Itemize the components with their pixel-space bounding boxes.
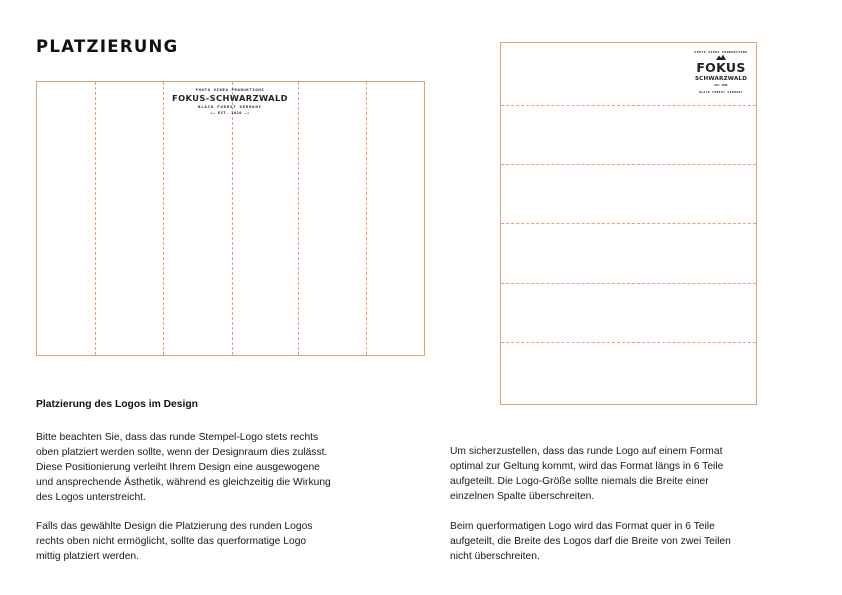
paragraph-round-logo: Bitte beachten Sie, dass das runde Stempel-Logo stets rechts oben platziert werden sollte, wenn der Designraum dies zulässt. Diese Positionierung verleiht Ihrem Design eine ausgewogene und ansprechende Ästhetik, während es gleichzeitig die Wirkung des Logos unterstreicht. xyxy=(36,432,331,503)
round-stamp-logo xyxy=(692,47,750,97)
section-heading: Platzierung des Logos im Design xyxy=(36,399,198,410)
column-guide-2 xyxy=(163,82,164,355)
landscape-logo xyxy=(163,87,297,117)
logo-name-schwarzwald: SCHWARZWALD xyxy=(694,76,748,82)
logo-tagline-bottom: BLACK FOREST GERMANY xyxy=(198,104,262,109)
logo-ring-top: PHOTO VIDEO PRODUKTIONS xyxy=(694,50,748,54)
logo-tagline-top: PHOTO VIDEO PRODUKTIONS xyxy=(195,87,265,92)
landscape-format-frame xyxy=(36,81,425,356)
row-guide-5 xyxy=(501,342,756,343)
logo-ring-bottom: BLACK FOREST GERMANY xyxy=(699,90,743,94)
row-guide-1 xyxy=(501,105,756,106)
paragraph-landscape-grid: Beim querformatigen Logo wird das Format quer in 6 Teile aufgeteilt, die Breite des Logos darf die Breite von zwei Teilen nicht überschreiten. xyxy=(450,521,731,562)
ornament-left-icon: ◂– xyxy=(210,111,216,115)
row-guide-2 xyxy=(501,164,756,165)
column-guide-1 xyxy=(95,82,96,355)
page-title: PLATZIERUNG xyxy=(36,37,179,56)
logo-established: EST. 2020 xyxy=(714,84,728,87)
logo-name-fokus: FOKUS xyxy=(696,60,746,75)
ornament-right-icon: –▸ xyxy=(244,111,250,115)
column-guide-4 xyxy=(298,82,299,355)
row-guide-4 xyxy=(501,283,756,284)
column-guide-5 xyxy=(366,82,367,355)
logo-established: ◂– EST. 2020 –▸ xyxy=(210,111,250,115)
column-guide-3 xyxy=(232,82,233,355)
logo-name: FOKUS-SCHWARZWALD xyxy=(172,93,288,103)
row-guide-3 xyxy=(501,223,756,224)
paragraph-portrait-grid: Um sicherzustellen, dass das runde Logo auf einem Format optimal zur Geltung kommt, wird das Format längs in 6 Teile aufgeteilt. Die Logo-Größe sollte niemals die Breite einer einzelnen Spalte überschreiten. xyxy=(450,446,724,502)
paragraph-landscape-fallback: Falls das gewählte Design die Platzierung des runden Logos rechts oben nicht ermöglicht, sollte das querformatige Logo mittig platziert werden. xyxy=(36,521,313,562)
